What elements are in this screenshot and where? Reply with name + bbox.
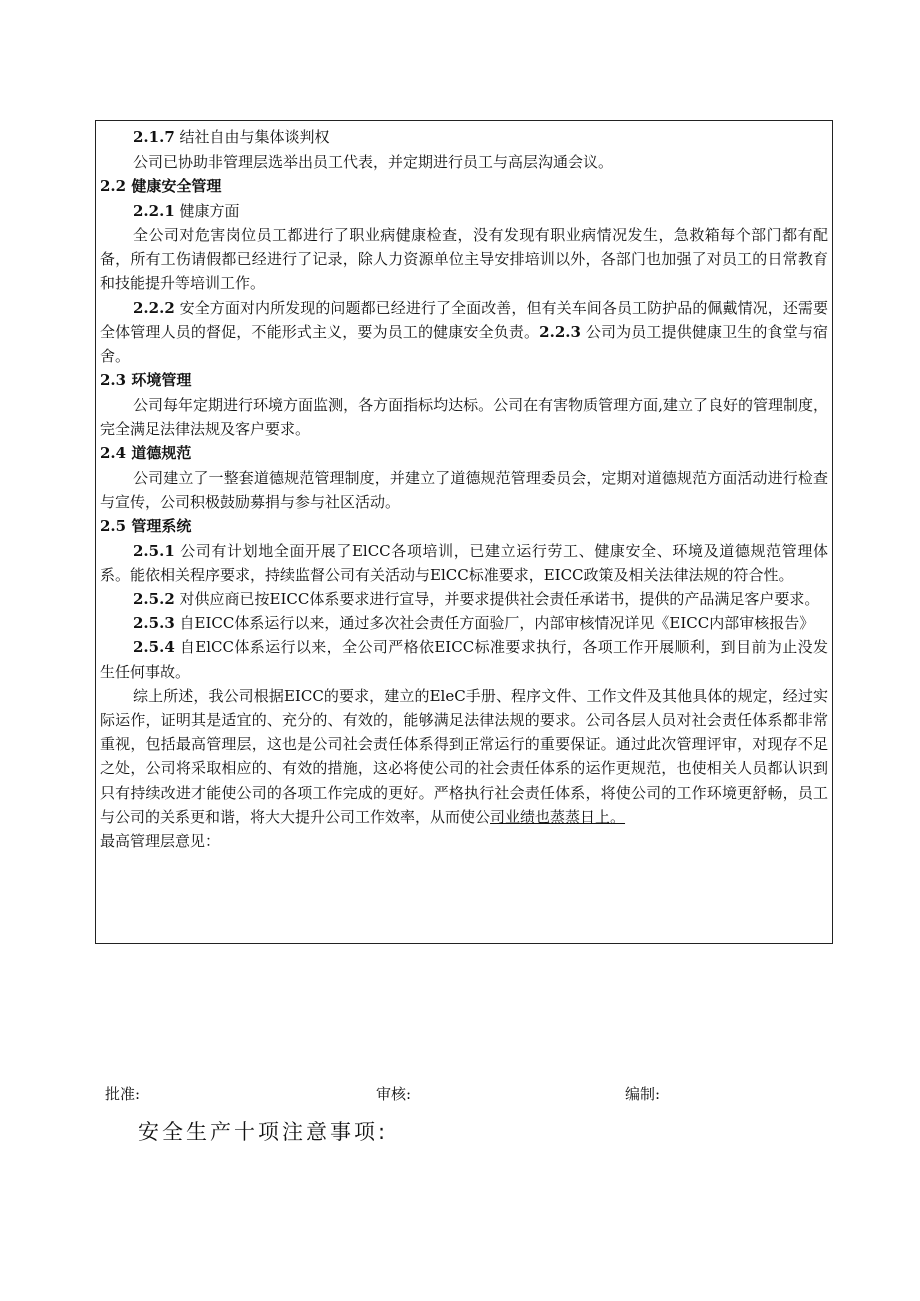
section-number: 2.5.3 [133, 614, 175, 633]
section-2-5-2-text [100, 587, 828, 611]
section-body: 公司为员工提供健康卫生的食堂与宿舍。 [100, 322, 828, 366]
section-2-3-heading: 2.3 环境管理 [100, 371, 192, 390]
section-number: 2.5.2 [133, 589, 175, 608]
section-number: 2.2.3 [539, 322, 581, 341]
section-body: 自EICC体系运行以来，通过多次社会责任方面验厂，内部审核情况详见《EICC内部审核报告》 [179, 614, 815, 633]
section-2-2-1-heading [100, 199, 828, 224]
section-title: 结社自由与集体谈判权 [179, 128, 330, 146]
section-number: 2.5.4 [133, 638, 175, 657]
section-body: 自ElCC体系运行以来，全公司严格依EICC标准要求执行，各项工作开展顺利，到目前为止没发生任何事故。 [100, 638, 828, 681]
section-2-2-2-text [100, 296, 828, 369]
summary-body: 综上所述，我公司根据EICC的要求，建立的EleC手册、程序文件、工作文件及其他具体的规定，经过实际运作，证明其是适宜的、充分的、有效的，能够满足法律法规的要求。公司各层人员对社会责任体系都非常重视，包括最高管理层，这也是公司社会责任体系得到正常运行的重要保证。通过此次管理评审，对现存不足之处，公司将采取相应的、有效的措施，这必将使公司的社会责任体系的运作更规范，也使相关人员都认识到只有持续改进才能使公司的各项工作完成的更好。严格执行社会责任体系，将使公司的工作环境更舒畅，员工与公司的关系更和谐，将大大提升公司工作效率，从而使公 [100, 686, 828, 826]
section-2-2-1-text: 全公司对危害岗位员工都进行了职业病健康检查，没有发现有职业病情况发生，急救箱每个部门都有配备，所有工伤请假都已经进行了记录，除人力资源单位主导安排培训以外，各部门也加强了对员工的日常教育和技能提升等培训工作。 [100, 226, 828, 293]
section-2-5-heading: 2.5 管理系统 [100, 517, 192, 536]
section-2-5-3-text [100, 611, 828, 635]
section-number: 2.2.1 [133, 201, 175, 220]
section-2-1-7-heading [100, 125, 828, 150]
section-number: 2.1.7 [133, 128, 175, 146]
review-label: 审核: [376, 1085, 412, 1103]
section-2-5-1-text [100, 539, 828, 587]
section-body: 对供应商已按EICC体系要求进行宣导，并要求提供社会责任承诺书，提供的产品满足客户要求。 [179, 589, 820, 608]
section-2-1-7-text: 公司已协助非管理层选举出员工代表，并定期进行员工与高层沟通会议。 [133, 152, 614, 171]
section-body: 安全方面对内所发现的问题都已经进行了全面改善，但有关车间各员工防护品的佩戴情况，还需要全体管理人员的督促，不能形式主义，要为员工的健康安全负责。 [100, 298, 828, 341]
section-number: 2.2.2 [133, 298, 175, 317]
section-2-4-text: 公司建立了一整套道德规范管理制度，并建立了道德规范管理委员会，定期对道德规范方面活动进行检查与宣传，公司积极鼓励募捐与参与社区活动。 [100, 468, 828, 511]
section-title: 健康方面 [179, 201, 240, 220]
section-number: 2.5.1 [133, 541, 175, 560]
section-2-5-4-text [100, 635, 828, 683]
prepare-label: 编制: [625, 1085, 661, 1103]
section-2-2-heading: 2.2 健康安全管理 [100, 177, 222, 195]
summary-underlined: 司业绩也蒸蒸日上。 [490, 807, 626, 826]
section-2-4-heading: 2.4 道德规范 [100, 444, 192, 463]
section-2-3-text: 公司每年定期进行环境方面监测，各方面指标均达标。公司在有害物质管理方面,建立了良好的管理制度，完全满足法律法规及客户要求。 [100, 395, 828, 438]
section-body: 公司有计划地全面开展了ElCC各项培训，已建立运行劳工、健康安全、环境及道德规范管理体系。能依相关程序要求，持续监督公司有关活动与ElCC标准要求，EICC政策及相关法律法规的符合性。 [100, 541, 828, 584]
review-report-box [95, 120, 833, 944]
summary-text [100, 684, 828, 829]
approve-label: 批准: [105, 1085, 141, 1103]
top-management-opinion-label: 最高管理层意见： [100, 831, 221, 850]
safety-notice-title: 安全生产十项注意事项: [138, 1120, 389, 1144]
